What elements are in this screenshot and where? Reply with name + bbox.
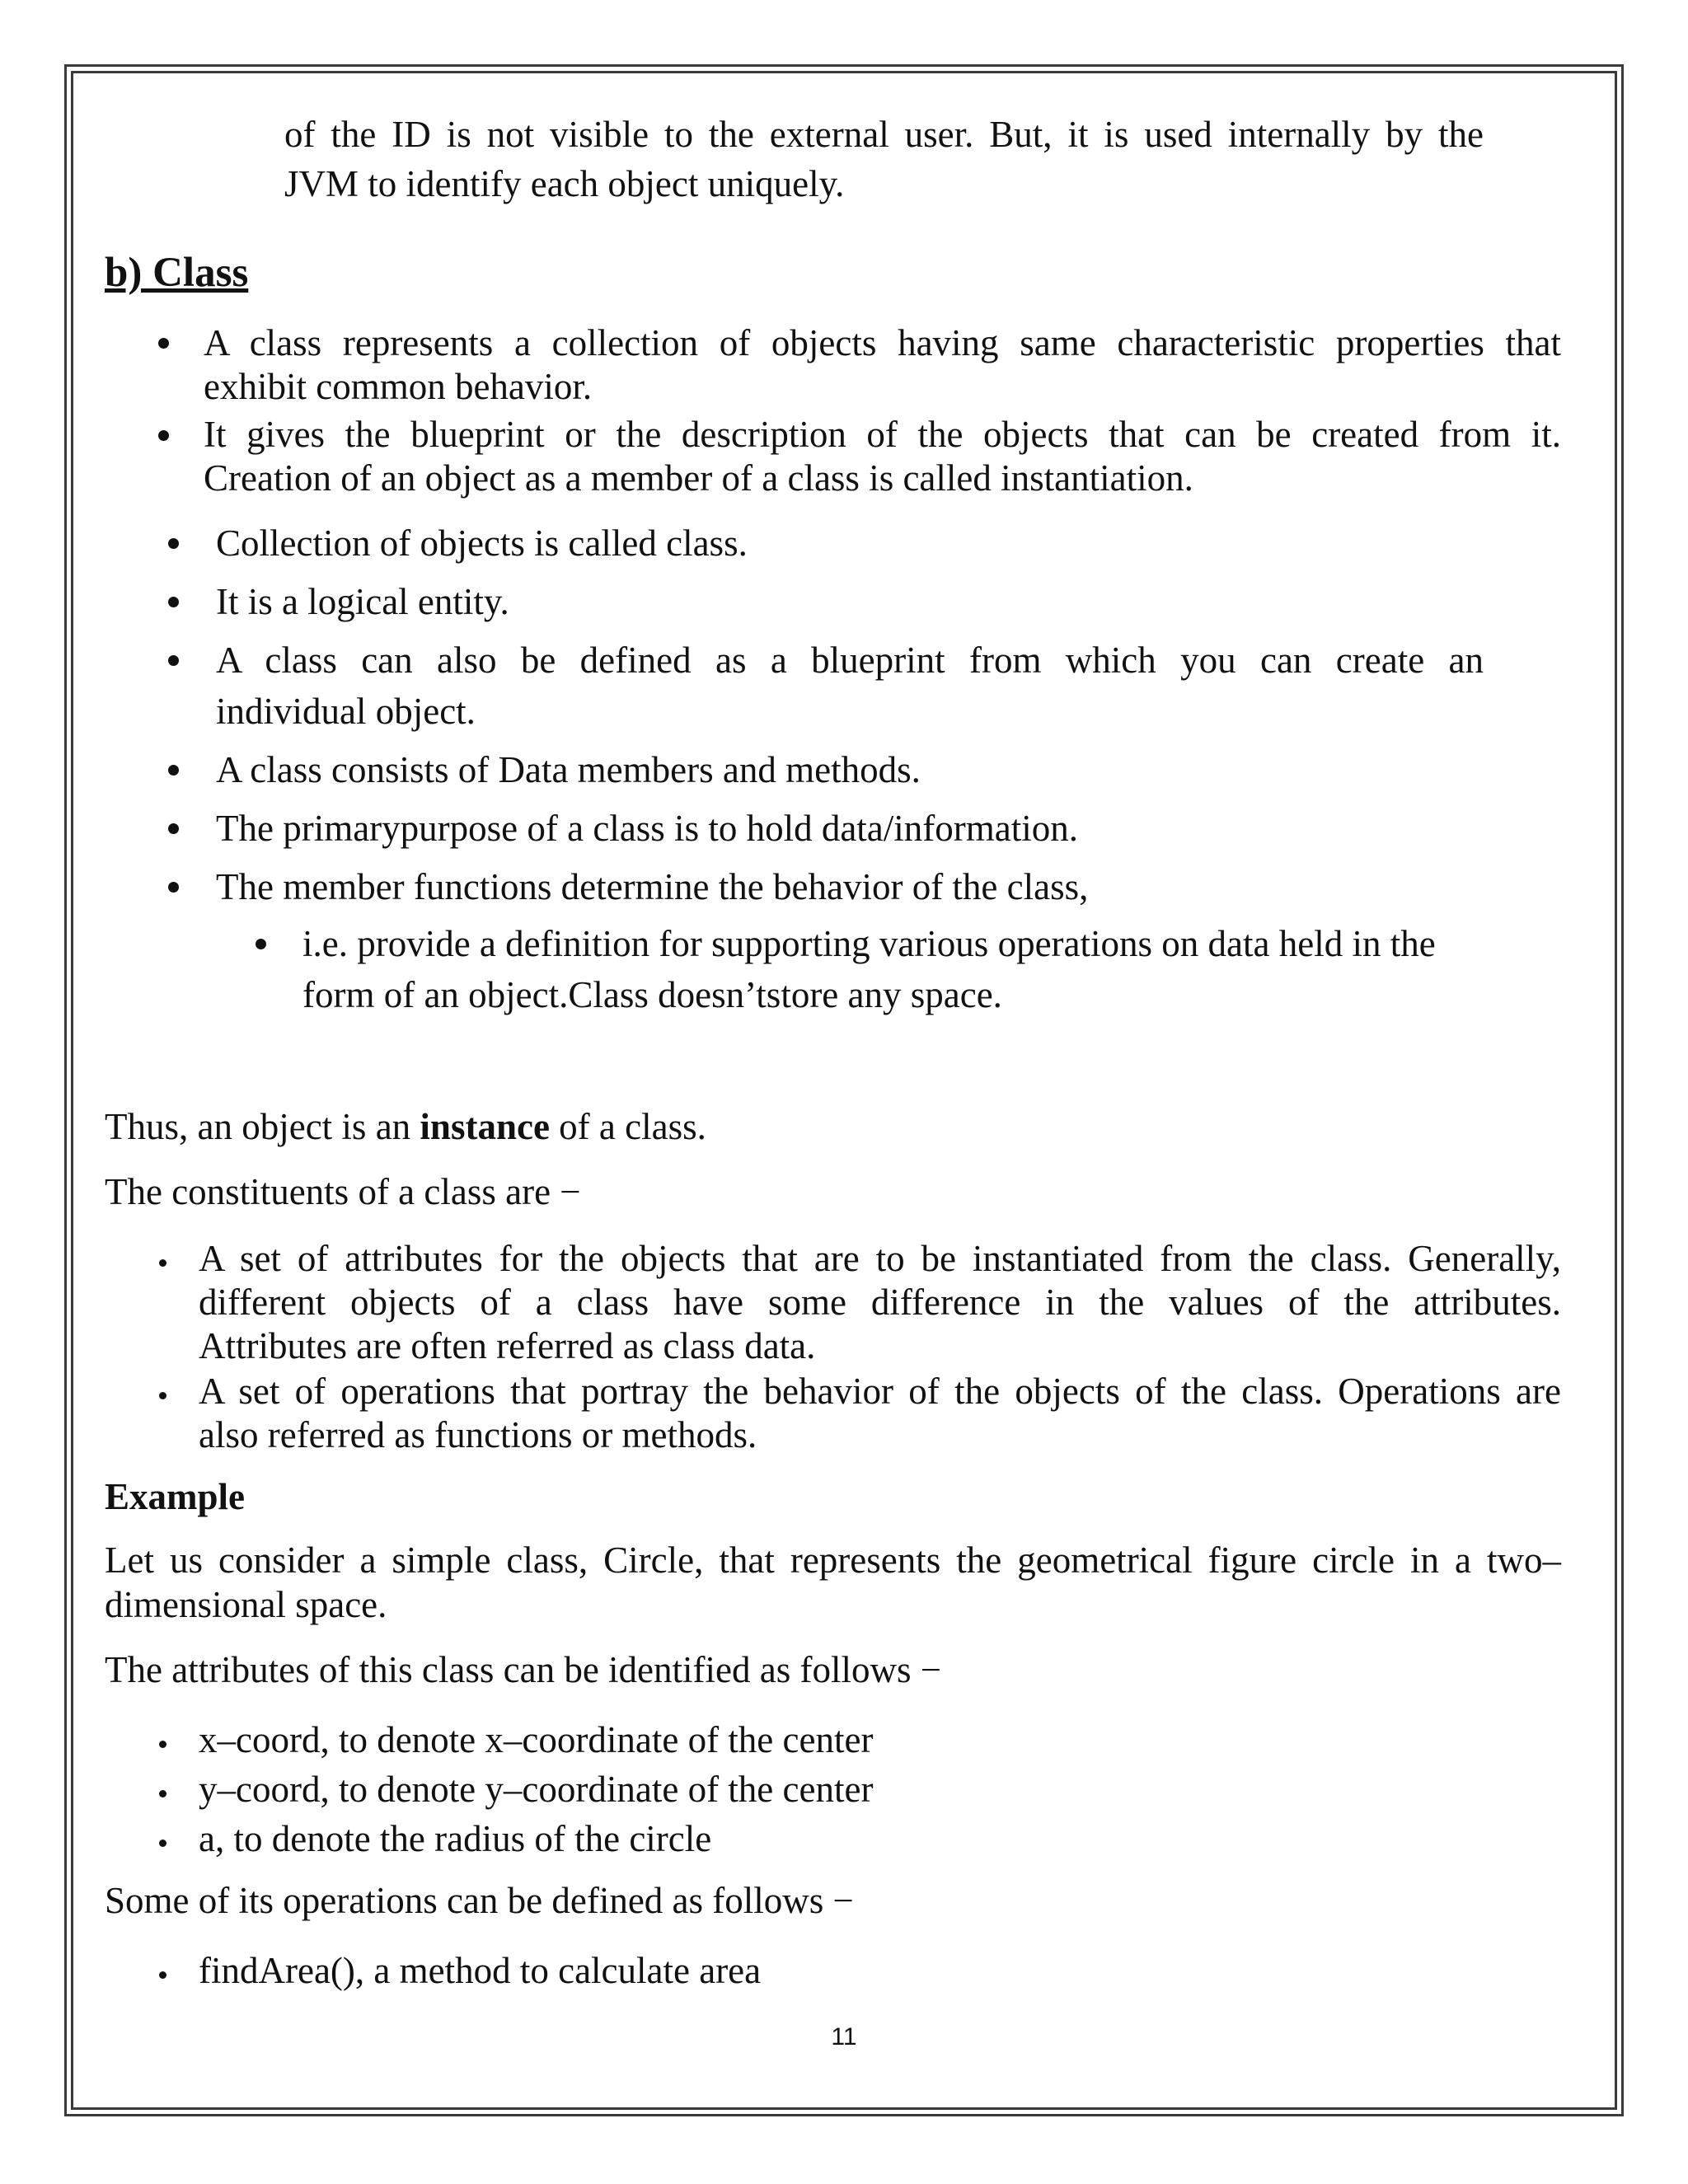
attributes-intro: The attributes of this class can be identified as follows − [105, 1649, 942, 1690]
intro-line-2: JVM to identify each object uniquely. [284, 163, 845, 204]
bullet-icon [159, 1971, 166, 1979]
bullet-icon [159, 1840, 166, 1847]
bullet-icon [168, 597, 179, 607]
bullet-icon [168, 655, 179, 666]
bullet-icon [168, 538, 179, 549]
example-para-line1: Let us consider a simple class, Circle, that represents the geometrical figure circle in a two– [105, 1540, 1561, 1581]
bullet-icon [168, 765, 179, 776]
sub-bullet-line2: form of an object.Class doesn’tstore any space. [302, 974, 1002, 1015]
constituents-intro: The constituents of a class are − [105, 1171, 581, 1212]
attribute-1: x–coord, to denote x–coordinate of the center [199, 1719, 874, 1760]
bullet-icon [158, 430, 169, 441]
bullet-icon [159, 1259, 166, 1267]
example-heading: Example [105, 1476, 246, 1517]
example-para-line2: dimensional space. [105, 1584, 387, 1625]
bullet-b1: Collection of objects is called class. [216, 523, 748, 564]
attribute-3: a, to denote the radius of the circle [199, 1818, 712, 1859]
bullet-icon [168, 882, 179, 893]
bullet-a2-line1: It gives the blueprint or the description of the objects that can be created from it. [204, 414, 1561, 455]
section-heading: b) Class [105, 250, 249, 296]
constituent-1-line2: different objects of a class have some difference in the values of the attributes. [199, 1282, 1561, 1323]
bullet-b2: It is a logical entity. [216, 581, 509, 622]
bullet-icon [158, 338, 169, 349]
sub-bullet-line1: i.e. provide a definition for supporting various operations on data held in the [302, 923, 1436, 964]
bullet-a1-line2: exhibit common behavior. [204, 366, 593, 407]
attribute-2: y–coord, to denote y–coordinate of the center [199, 1769, 874, 1810]
bullet-icon [168, 823, 179, 834]
sub-bullet-icon [256, 939, 266, 949]
bullet-icon [159, 1790, 166, 1797]
thus-text-post: of a class. [549, 1106, 706, 1147]
bullet-b4: A class consists of Data members and methods. [216, 749, 921, 790]
constituent-2-line1: A set of operations that portray the behavior of the objects of the class. Operations are [199, 1371, 1561, 1412]
constituent-1-line3: Attributes are often referred as class data. [199, 1325, 816, 1366]
bullet-icon [159, 1741, 166, 1748]
bullet-b3-line2: individual object. [216, 691, 476, 732]
bullet-icon [159, 1392, 166, 1399]
operations-intro: Some of its operations can be defined as follows − [105, 1880, 854, 1921]
thus-paragraph [105, 1104, 706, 1150]
page-number: 11 [831, 2023, 857, 2050]
bullet-a1-line1: A class represents a collection of objects having same characteristic properties that [204, 322, 1561, 363]
constituent-1-line1: A set of attributes for the objects that are to be instantiated from the class. Generally, [199, 1238, 1561, 1279]
operation-1: findArea(), a method to calculate area [199, 1950, 762, 1991]
bullet-b6: The member functions determine the behavior of the class, [216, 866, 1089, 907]
thus-text-bold: instance [420, 1106, 550, 1147]
constituent-2-line2: also referred as functions or methods. [199, 1414, 757, 1455]
bullet-b5: The primarypurpose of a class is to hold data/information. [216, 808, 1078, 849]
bullet-b3-line1: A class can also be defined as a blueprint from which you can create an [216, 640, 1484, 681]
intro-line-1: of the ID is not visible to the external user. But, it is used internally by the [284, 114, 1484, 155]
thus-text-pre: Thus, an object is an [105, 1106, 420, 1147]
bullet-a2-line2: Creation of an object as a member of a class is called instantiation. [204, 457, 1193, 499]
